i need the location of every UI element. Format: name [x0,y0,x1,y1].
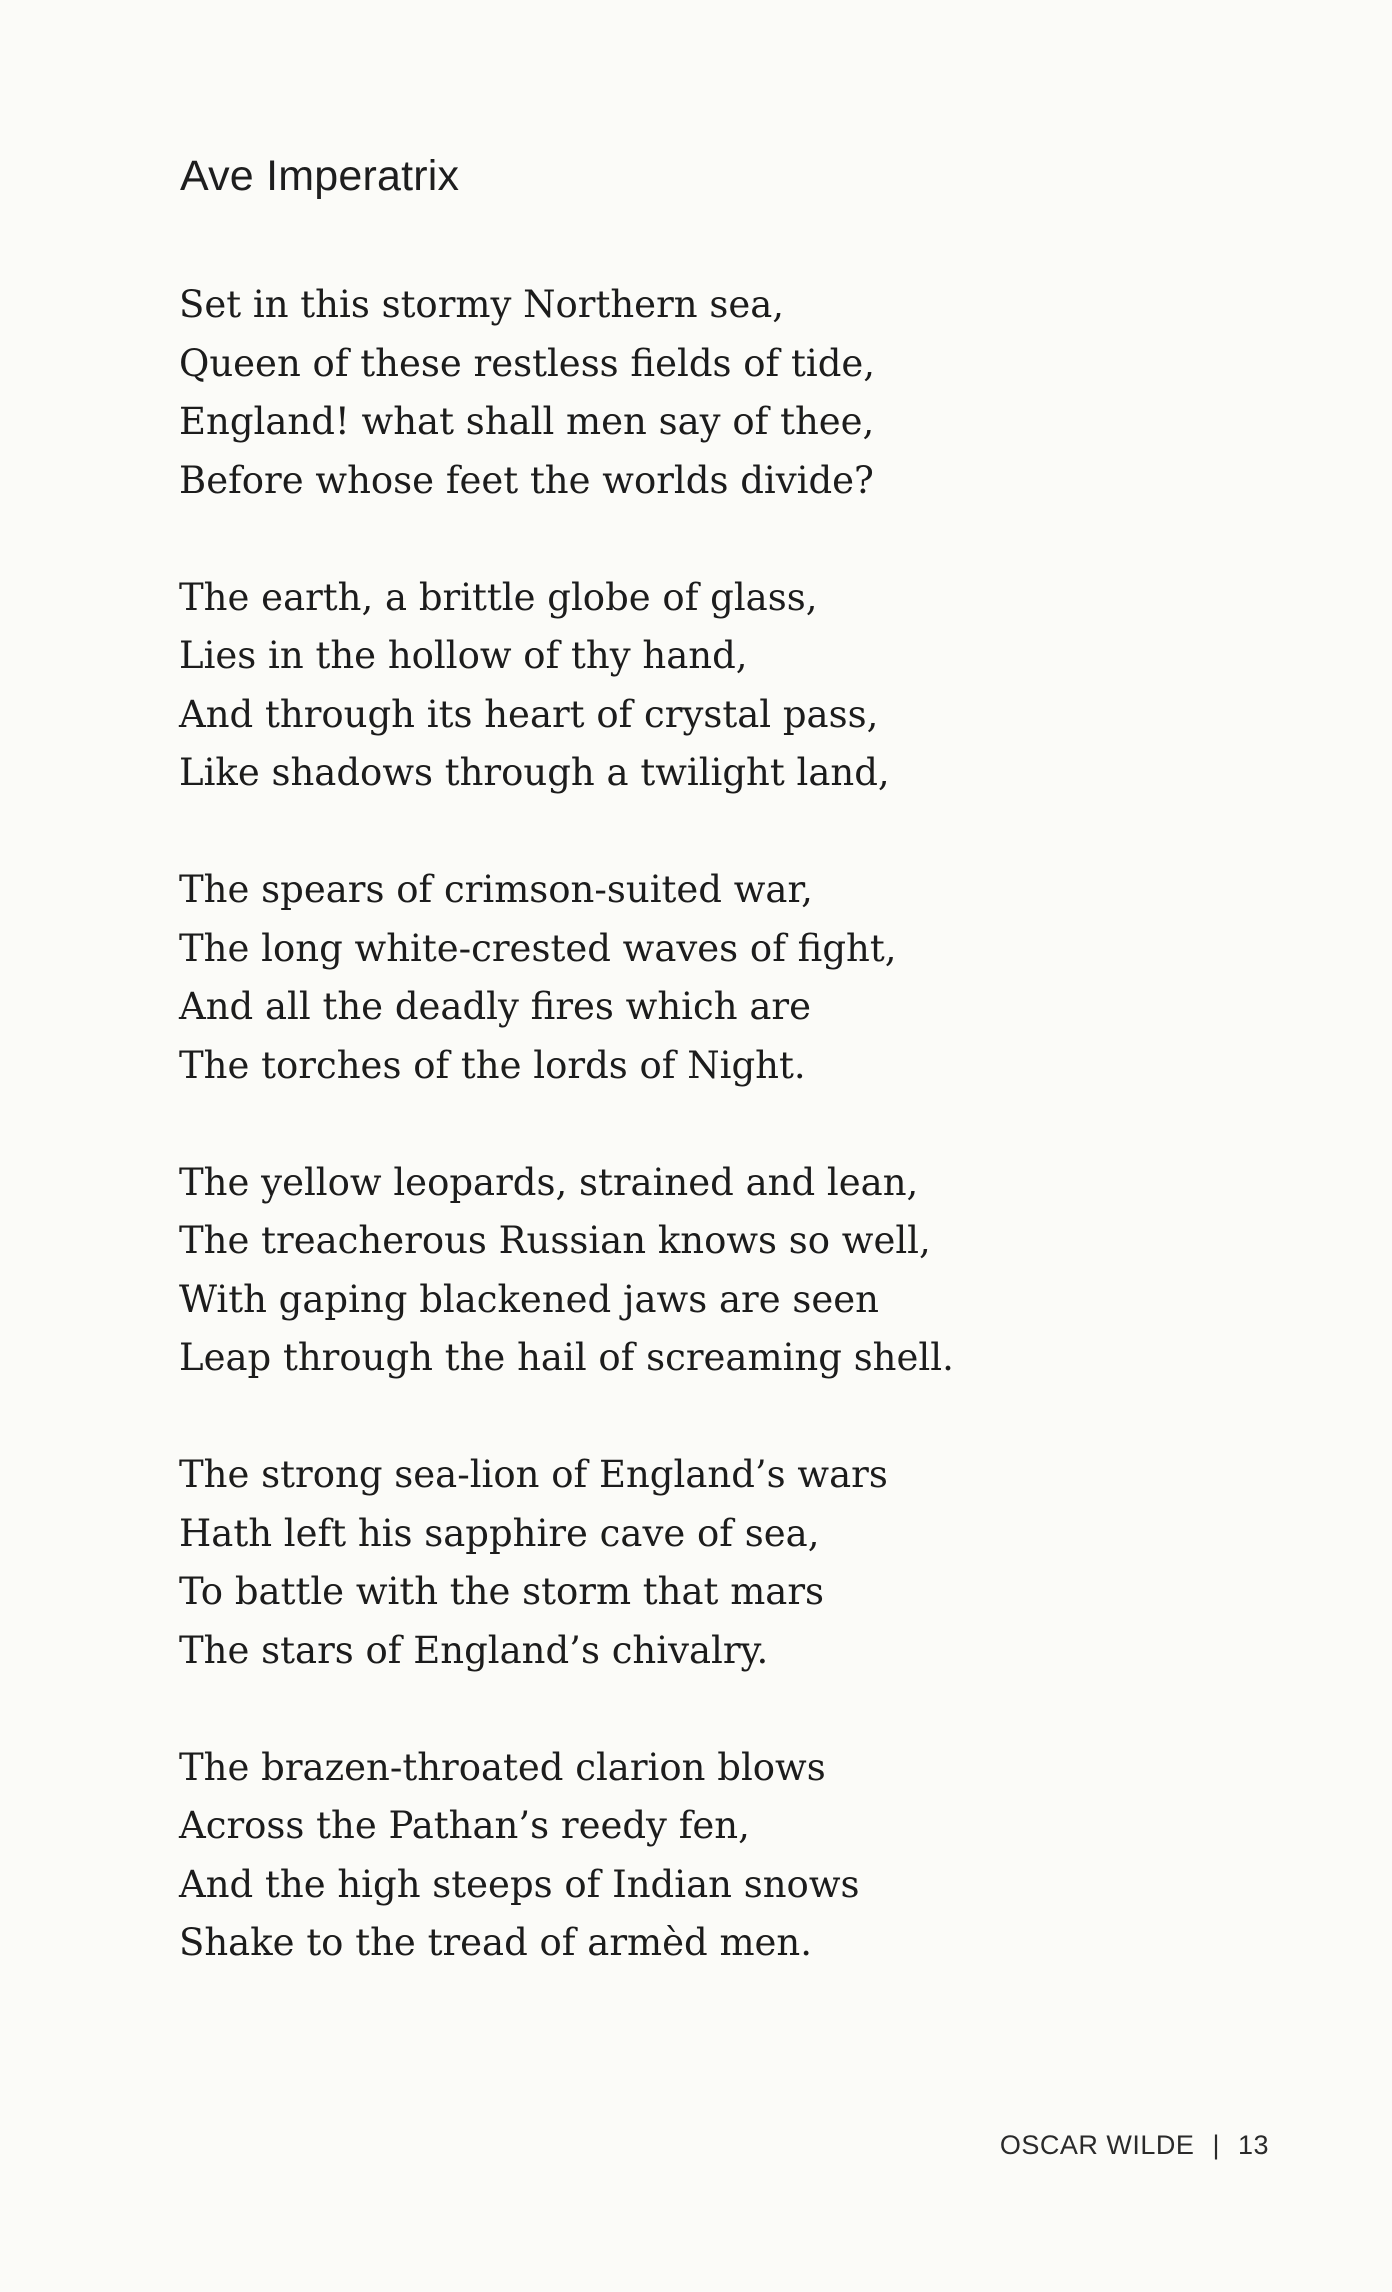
poem-line: Lies in the hollow of thy hand, [179,634,748,677]
poem-line: Queen of these restless fields of tide, [179,341,876,385]
poem-line: The spears of crimson-suited war, [179,868,813,911]
poem-line: The brazen-throated clarion blows [179,1745,826,1789]
footer-separator: | [1212,2130,1220,2160]
poem-line: The strong sea-lion of England’s wars [179,1453,888,1496]
poem-title: Ave Imperatrix [180,152,460,200]
stanza-4 [179,1154,1179,1388]
poem-line: And through its heart of crystal pass, [179,692,879,736]
poem-line: Leap through the hail of screaming shell. [179,1336,954,1379]
poem-line: The stars of England’s chivalry. [179,1628,769,1672]
poem-line: Across the Pathan’s reedy fen, [179,1804,750,1847]
poem-line: And all the deadly fires which are [179,985,811,1028]
poem-line: The long white-crested waves of fight, [179,926,897,970]
poem-line: The yellow leopards, strained and lean, [179,1160,919,1204]
stanza-3 [179,861,1179,1095]
poem-line: The treacherous Russian knows so well, [179,1219,931,1262]
page-number: 13 [1237,2130,1269,2160]
stanza-5 [179,1446,1179,1680]
stanza-2 [179,569,1179,803]
poem-line: And the high steeps of Indian snows [179,1862,860,1906]
poem-line: The torches of the lords of Night. [179,1043,806,1087]
stanza-6 [179,1739,1179,1973]
poem-line: With gaping blackened jaws are seen [179,1277,879,1321]
poem-line: Before whose feet the worlds divide? [179,458,874,502]
stanza-1 [179,276,1179,510]
page-footer [1000,2130,1269,2161]
poem-line: Hath left his sapphire cave of sea, [179,1511,820,1555]
poem-body [179,276,1179,2031]
poem-line: Set in this stormy Northern sea, [179,283,785,326]
poem-line: To battle with the storm that mars [179,1570,825,1613]
footer-author: OSCAR WILDE [999,2130,1195,2160]
poem-line: England! what shall men say of thee, [179,400,875,443]
poem-line: Like shadows through a twilight land, [179,751,890,794]
poem-line: Shake to the tread of armèd men. [179,1921,813,1964]
poem-line: The earth, a brittle globe of glass, [179,575,818,619]
